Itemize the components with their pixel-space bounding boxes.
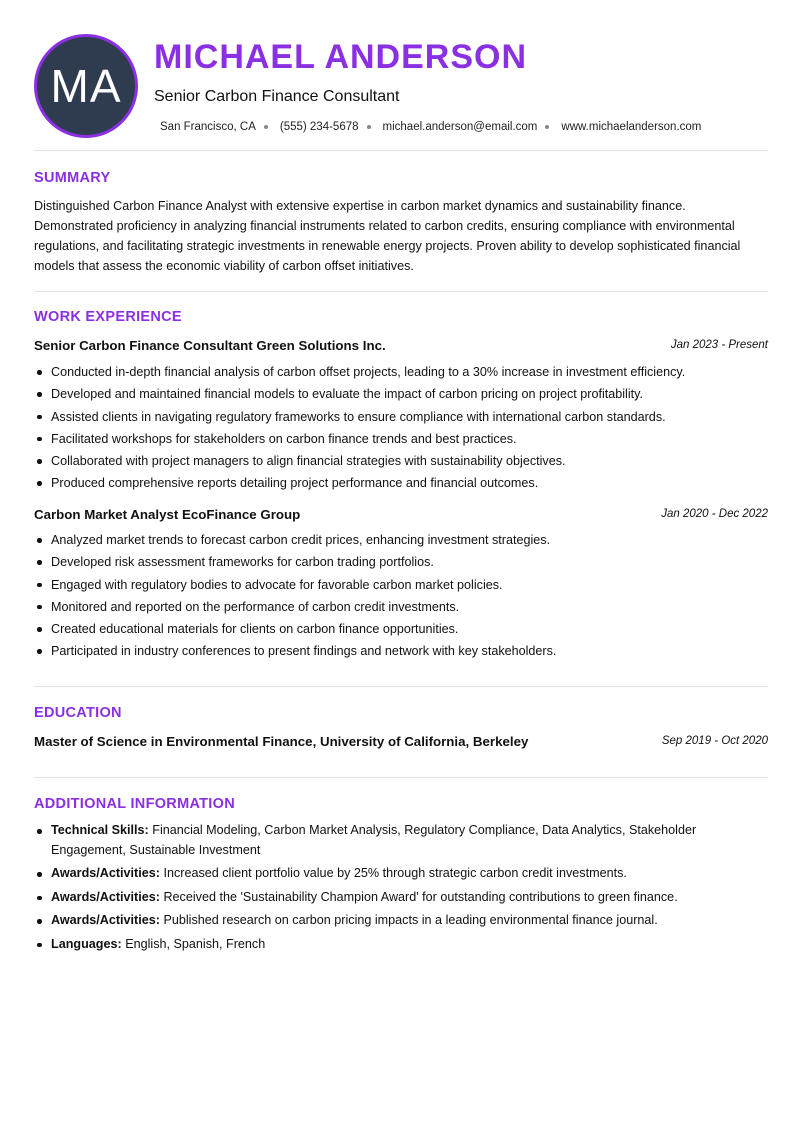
additional-heading: ADDITIONAL INFORMATION bbox=[34, 796, 235, 812]
summary-text: Distinguished Carbon Finance Analyst with extensive expertise in carbon market dynamics and sustainability finance. Demonstrated proficiency in analyzing financial instruments related to carbon credits, ensuring compliance with environmental regulations, and facilitating strategic investments in renewable energy projects. Proven ability to develop sophisticated financial models that assess the economic viability of carbon offset initiatives. bbox=[34, 199, 741, 273]
list-item: Conducted in-depth financial analysis of carbon offset projects, leading to a 30% increase in investment efficiency. bbox=[34, 364, 768, 380]
separator-dot-icon bbox=[545, 125, 549, 129]
item-label: Technical Skills: bbox=[51, 823, 149, 837]
list-item: Assisted clients in navigating regulatory frameworks to ensure compliance with international carbon standards. bbox=[34, 409, 768, 425]
item-text: Received the 'Sustainability Champion Award' for outstanding contributions to green finance. bbox=[163, 889, 678, 904]
divider bbox=[34, 291, 768, 292]
item-text: Increased client portfolio value by 25% through strategic carbon credit investments. bbox=[163, 866, 627, 880]
job-bullets bbox=[34, 532, 768, 666]
list-item: Developed risk assessment frameworks for carbon trading portfolios. bbox=[34, 554, 768, 570]
job-title: Carbon Market Analyst EcoFinance Group bbox=[34, 507, 301, 522]
summary-heading: SUMMARY bbox=[34, 170, 111, 186]
job-dates: Jan 2023 - Present bbox=[670, 339, 768, 351]
list-item bbox=[34, 911, 768, 931]
candidate-title: Senior Carbon Finance Consultant bbox=[154, 88, 400, 105]
contact-phone: (555) 234-5678 bbox=[279, 121, 359, 133]
list-item: Analyzed market trends to forecast carbon credit prices, enhancing investment strategies. bbox=[34, 532, 768, 548]
list-item: Created educational materials for clients on carbon finance opportunities. bbox=[34, 621, 768, 637]
job-bullets bbox=[34, 364, 768, 498]
item-label: Awards/Activities: bbox=[51, 866, 160, 880]
contact-email[interactable]: michael.anderson@email.com bbox=[382, 121, 538, 133]
list-item: Produced comprehensive reports detailing project performance and financial outcomes. bbox=[34, 475, 768, 491]
experience-heading: WORK EXPERIENCE bbox=[34, 309, 182, 325]
separator-dot-icon bbox=[264, 125, 268, 129]
item-label: Languages: bbox=[51, 936, 122, 951]
item-text: Financial Modeling, Carbon Market Analysis, Regulatory Compliance, Data Analytics, Stakeholder Engagement, Sustainable Investment bbox=[51, 823, 697, 857]
list-item bbox=[34, 888, 768, 908]
degree: Master of Science in Environmental Finance, University of California, Berkeley bbox=[34, 734, 529, 749]
list-item bbox=[34, 821, 768, 860]
education-heading: EDUCATION bbox=[34, 705, 122, 721]
list-item: Monitored and reported on the performance of carbon credit investments. bbox=[34, 599, 768, 615]
list-item: Developed and maintained financial models to evaluate the impact of carbon pricing on project profitability. bbox=[34, 386, 768, 402]
item-label: Awards/Activities: bbox=[51, 889, 160, 904]
additional-list bbox=[34, 821, 768, 958]
job-title: Senior Carbon Finance Consultant Green Solutions Inc. bbox=[34, 338, 386, 353]
item-label: Awards/Activities: bbox=[51, 913, 160, 927]
item-text: English, Spanish, French bbox=[125, 936, 266, 951]
avatar: MA bbox=[34, 34, 138, 138]
list-item: Engaged with regulatory bodies to advocate for favorable carbon market policies. bbox=[34, 577, 768, 593]
list-item: Facilitated workshops for stakeholders on carbon finance trends and best practices. bbox=[34, 431, 768, 447]
divider bbox=[34, 150, 768, 151]
contact-website[interactable]: www.michaelanderson.com bbox=[561, 121, 702, 133]
divider bbox=[34, 777, 768, 778]
divider bbox=[34, 686, 768, 687]
list-item bbox=[34, 864, 768, 884]
contact-location: San Francisco, CA bbox=[160, 121, 256, 133]
candidate-name: MICHAEL ANDERSON bbox=[154, 38, 528, 76]
list-item bbox=[34, 935, 768, 955]
list-item: Collaborated with project managers to align financial strategies with sustainability objectives. bbox=[34, 453, 768, 469]
education-entry bbox=[34, 734, 768, 752]
resume-header bbox=[34, 34, 768, 138]
job-header bbox=[34, 507, 768, 525]
list-item: Participated in industry conferences to present findings and network with key stakeholders. bbox=[34, 643, 768, 659]
item-text: Published research on carbon pricing impacts in a leading environmental finance journal. bbox=[163, 913, 658, 927]
job-header bbox=[34, 338, 768, 356]
separator-dot-icon bbox=[367, 125, 371, 129]
job-dates: Jan 2020 - Dec 2022 bbox=[661, 508, 768, 520]
education-dates: Sep 2019 - Oct 2020 bbox=[661, 735, 768, 747]
contact-line bbox=[160, 121, 701, 133]
